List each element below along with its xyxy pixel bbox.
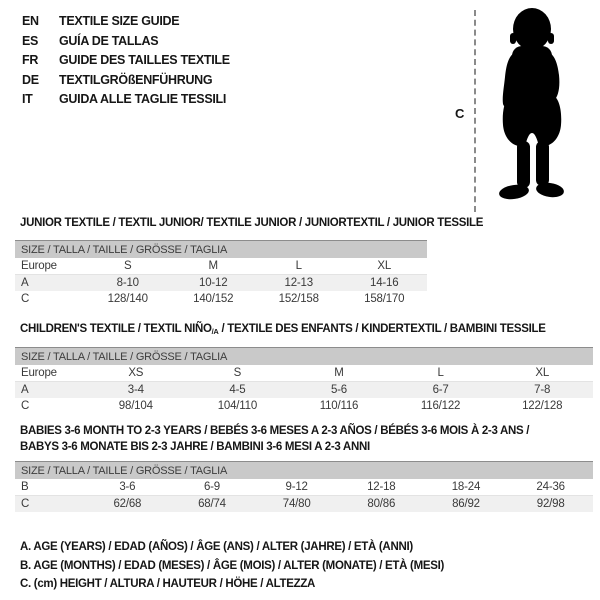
size-cell: S xyxy=(85,258,171,275)
lang-code: EN xyxy=(22,14,39,28)
size-cell: M xyxy=(288,365,390,382)
footnote-c: C. (cm) HEIGHT / ALTURA / HAUTEUR / HÖHE / ALTEZZA xyxy=(20,578,316,590)
size-cell: 18-24 xyxy=(424,479,509,496)
size-cell: 92/98 xyxy=(508,496,593,513)
size-cell: XS xyxy=(85,365,187,382)
footnotes xyxy=(20,538,444,594)
lang-row-it xyxy=(22,90,230,110)
size-cell: XL xyxy=(342,258,428,275)
size-cell: 68/74 xyxy=(170,496,255,513)
size-cell: 158/170 xyxy=(364,293,405,305)
size-cell: 116/122 xyxy=(420,400,461,412)
size-cell: 12-13 xyxy=(256,275,342,292)
size-cell: XL xyxy=(491,365,593,382)
size-cell: 110/116 xyxy=(319,400,359,412)
size-cell: 12-18 xyxy=(339,479,424,496)
row-label: C xyxy=(21,293,30,305)
size-cell: 8-10 xyxy=(85,275,171,292)
size-header: SIZE / TALLA / TAILLE / GRÖSSE / TAGLIA xyxy=(15,462,593,480)
size-cell: 6-9 xyxy=(170,479,255,496)
lang-label: GUÍA DE TALLAS xyxy=(59,33,159,48)
size-cell: L xyxy=(390,365,492,382)
size-header: SIZE / TALLA / TAILLE / GRÖSSE / TAGLIA xyxy=(15,348,593,366)
size-cell: 74/80 xyxy=(254,496,339,513)
size-cell: 3-6 xyxy=(85,479,170,496)
size-cell: 14-16 xyxy=(342,275,428,292)
size-cell: 24-36 xyxy=(508,479,593,496)
lang-code: DE xyxy=(22,72,39,87)
size-cell: 3-4 xyxy=(85,382,187,399)
title-subscript: /A xyxy=(211,327,219,336)
size-cell: 140/152 xyxy=(193,293,234,305)
table-row xyxy=(15,496,593,513)
size-cell: 86/92 xyxy=(424,496,509,513)
row-label: Europe xyxy=(15,258,85,275)
children-table-title: CHILDREN'S TEXTILE / TEXTIL $NIÑO_{/A}$ / TEXTILE DES ENFANTS / KINDERTEXTIL / BAMBINI TESSILE xyxy=(20,323,546,336)
lang-label: TEXTILE SIZE GUIDE xyxy=(59,14,180,28)
lang-row-fr xyxy=(22,51,230,71)
baby-silhouette-icon xyxy=(481,5,583,215)
size-cell: 10-12 xyxy=(171,275,257,292)
lang-label: TEXTILGRÖßENFÜHRUNG xyxy=(59,72,213,87)
lang-row-es xyxy=(22,32,230,52)
row-label: B xyxy=(15,479,85,496)
size-cell: S xyxy=(187,365,289,382)
table-row xyxy=(15,291,427,307)
size-cell: 80/86 xyxy=(339,496,424,513)
size-cell: 104/110 xyxy=(217,400,258,412)
babies-table-title: BABIES 3-6 MONTH TO 2-3 YEARS / BEBÉS 3-6 MESES A 2-3 AÑOS / BÉBÉS 3-6 MOIS À 2-3 ANS / BABYS 3-6 MONATE BIS 2-3 JAHRE / BAMBINI 3-6 MESI A 2-3 ANNI xyxy=(20,425,530,453)
babies-size-table xyxy=(15,461,593,512)
height-label-c: C xyxy=(455,106,465,121)
footnote-b: B. AGE (MONTHS) / EDAD (MESES) / ÂGE (MOIS) / ALTER (MONATE) / ETÀ (MESI) xyxy=(20,559,445,572)
row-label: Europe xyxy=(15,365,85,382)
size-cell: 7-8 xyxy=(491,382,593,399)
size-cell: 4-5 xyxy=(187,382,289,399)
size-cell: L xyxy=(256,258,342,275)
size-cell: 98/104 xyxy=(118,400,153,412)
size-cell: 6-7 xyxy=(390,382,492,399)
size-cell: 62/68 xyxy=(85,496,170,513)
children-size-table xyxy=(15,347,593,414)
lang-code: ES xyxy=(22,33,39,48)
table-row xyxy=(15,382,593,399)
lang-code: FR xyxy=(22,53,39,67)
size-cell: 122/128 xyxy=(522,400,563,412)
table-row xyxy=(15,258,427,275)
language-guide-list xyxy=(22,12,230,110)
row-label: C xyxy=(15,496,85,513)
row-label: A xyxy=(15,275,85,292)
lang-label: GUIDE DES TAILLES TEXTILE xyxy=(59,53,230,67)
junior-size-table xyxy=(15,240,427,307)
table-row xyxy=(15,398,593,414)
size-cell: 5-6 xyxy=(288,382,390,399)
row-label: A xyxy=(15,382,85,399)
table-row xyxy=(15,479,593,496)
size-cell: 128/140 xyxy=(107,293,148,305)
row-label: C xyxy=(21,400,30,412)
size-cell: 152/158 xyxy=(278,293,319,305)
junior-table-title: JUNIOR TEXTILE / TEXTIL JUNIOR/ TEXTILE JUNIOR / JUNIORTEXTIL / JUNIOR TESSILE xyxy=(20,217,484,229)
lang-label: GUIDA ALLE TAGLIE TESSILI xyxy=(59,92,227,106)
size-cell: 9-12 xyxy=(254,479,339,496)
lang-row-de xyxy=(22,71,230,91)
size-header: SIZE / TALLA / TAILLE / GRÖSSE / TAGLIA xyxy=(15,241,427,259)
size-cell: M xyxy=(171,258,257,275)
footnote-a: A. AGE (YEARS) / EDAD (AÑOS) / ÂGE (ANS) / ALTER (JAHRE) / ETÀ (ANNI) xyxy=(20,541,413,553)
height-dashed-line xyxy=(474,10,476,212)
lang-code: IT xyxy=(22,92,33,106)
table-row xyxy=(15,365,593,382)
lang-row-en xyxy=(22,12,230,32)
table-row xyxy=(15,275,427,292)
